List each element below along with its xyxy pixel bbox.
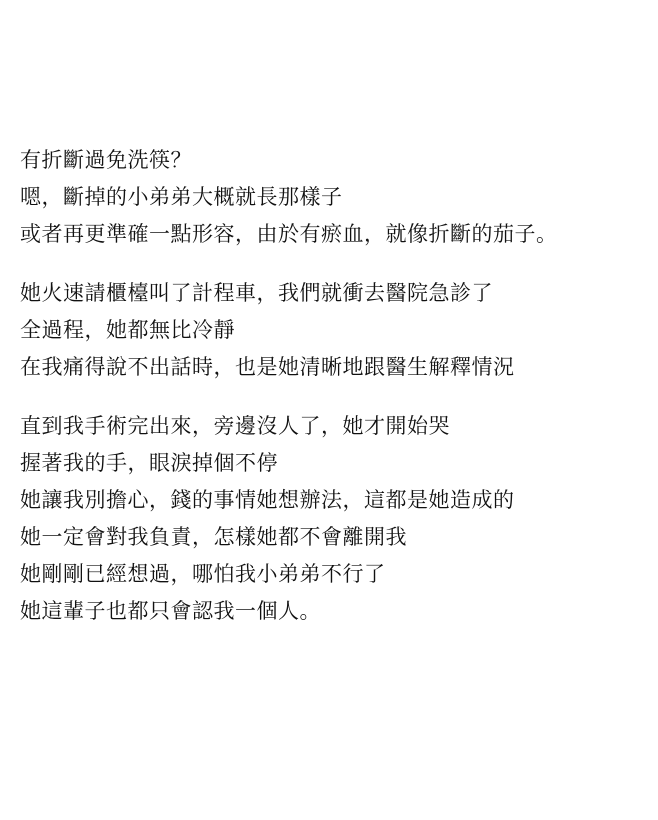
- document-body: [20, 142, 650, 630]
- paragraph-2: [20, 275, 650, 386]
- text-line: 直到我手術完出來，旁邊沒人了，她才開始哭: [20, 414, 450, 438]
- text-line: 她讓我別擔心，錢的事情她想辦法，這都是她造成的: [20, 488, 515, 512]
- text-line: 或者再更準確一點形容，由於有瘀血，就像折斷的茄子。: [20, 222, 558, 246]
- text-line: 她這輩子也都只會認我一個人。: [20, 599, 321, 623]
- text-line: 嗯，斷掉的小弟弟大概就長那樣子: [20, 185, 343, 209]
- text-line: 她火速請櫃檯叫了計程車，我們就衝去醫院急診了: [20, 281, 493, 305]
- text-line: 她一定會對我負責，怎樣她都不會離開我: [20, 525, 407, 549]
- text-line: 握著我的手，眼淚掉個不停: [20, 451, 278, 475]
- text-line: 全過程，她都無比冷靜: [20, 318, 235, 342]
- text-line: 有折斷過免洗筷？: [20, 148, 192, 172]
- paragraph-3: [20, 408, 650, 630]
- paragraph-1: [20, 142, 650, 253]
- text-line: 她剛剛已經想過，哪怕我小弟弟不行了: [20, 562, 386, 586]
- text-line: 在我痛得說不出話時，也是她清晰地跟醫生解釋情況: [20, 355, 515, 379]
